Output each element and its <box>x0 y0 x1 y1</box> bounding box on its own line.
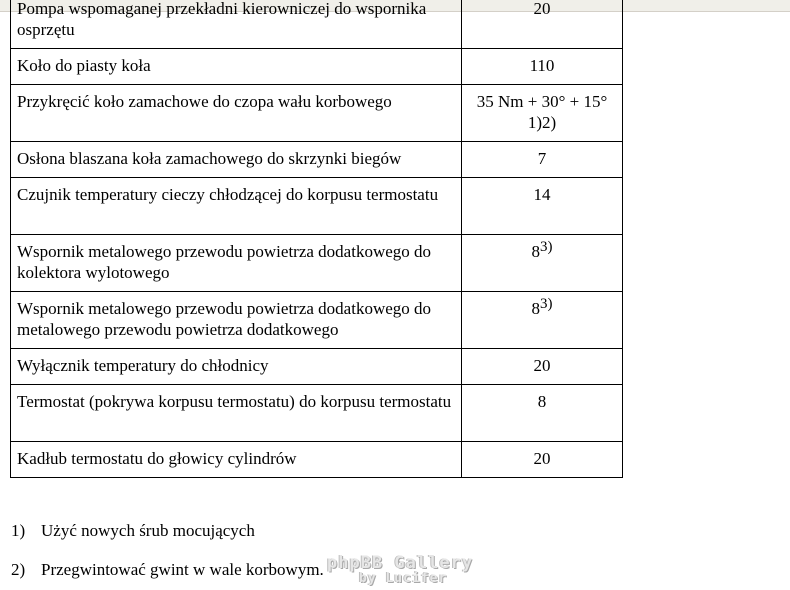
row-description: Przykręcić koło zamachowe do czopa wału korbowego <box>11 85 462 142</box>
watermark-line-2: by Lucifer <box>359 571 448 586</box>
row-description: Osłona blaszana koła zamachowego do skrzynki biegów <box>11 142 462 178</box>
torque-value: 14 <box>533 185 551 204</box>
row-value <box>462 178 623 235</box>
row-description: Pompa wspomaganej przekładni kierowniczej do wspornika osprzętu <box>11 0 462 49</box>
torque-value: 20 <box>533 0 551 18</box>
torque-value: 8 <box>537 392 547 411</box>
torque-value: 35 Nm + 30° + 15° 1)2) <box>476 92 608 132</box>
row-description: Wspornik metalowego przewodu powietrza dodatkowego do kolektora wylotowego <box>11 235 462 292</box>
torque-value: 7 <box>537 149 547 168</box>
row-description: Wspornik metalowego przewodu powietrza dodatkowego do metalowego przewodu powietrza dodatkowego <box>11 292 462 349</box>
footnote-text: Użyć nowych śrub mocujących <box>41 521 255 540</box>
table-row <box>11 292 623 349</box>
row-value <box>462 0 623 49</box>
footnote-ref: 3) <box>540 296 553 312</box>
table-row <box>11 85 623 142</box>
watermark-line-1: phpBB Gallery <box>327 553 474 573</box>
torque-value: 8 <box>531 299 540 318</box>
row-value <box>462 349 623 385</box>
table-row <box>11 0 623 49</box>
table-row <box>11 349 623 385</box>
table-row <box>11 142 623 178</box>
torque-value: 20 <box>533 356 551 375</box>
row-value <box>462 385 623 442</box>
row-description: Termostat (pokrywa korpusu termostatu) do korpusu termostatu <box>11 385 462 442</box>
footnote-ref: 3) <box>540 239 553 255</box>
table-row <box>11 442 623 478</box>
torque-value: 8 <box>531 242 540 261</box>
torque-value: 20 <box>533 449 551 468</box>
row-value <box>462 442 623 478</box>
table-row <box>11 49 623 85</box>
table-row <box>11 385 623 442</box>
row-description: Wyłącznik temperatury do chłodnicy <box>11 349 462 385</box>
gallery-watermark <box>325 553 475 589</box>
row-value <box>462 49 623 85</box>
row-description: Kadłub termostatu do głowicy cylindrów <box>11 442 462 478</box>
torque-value: 110 <box>529 56 555 75</box>
row-value <box>462 292 623 349</box>
row-description: Koło do piasty koła <box>11 49 462 85</box>
table-row <box>11 178 623 235</box>
row-value <box>462 85 623 142</box>
footnote-text: Przegwintować gwint w wale korbowym. <box>41 560 324 579</box>
torque-table <box>10 0 623 478</box>
footnote-number: 1) <box>11 521 26 540</box>
row-description: Czujnik temperatury cieczy chłodzącej do korpusu termostatu <box>11 178 462 235</box>
row-value <box>462 142 623 178</box>
footnote-number: 2) <box>11 560 26 579</box>
table-row <box>11 235 623 292</box>
row-value <box>462 235 623 292</box>
